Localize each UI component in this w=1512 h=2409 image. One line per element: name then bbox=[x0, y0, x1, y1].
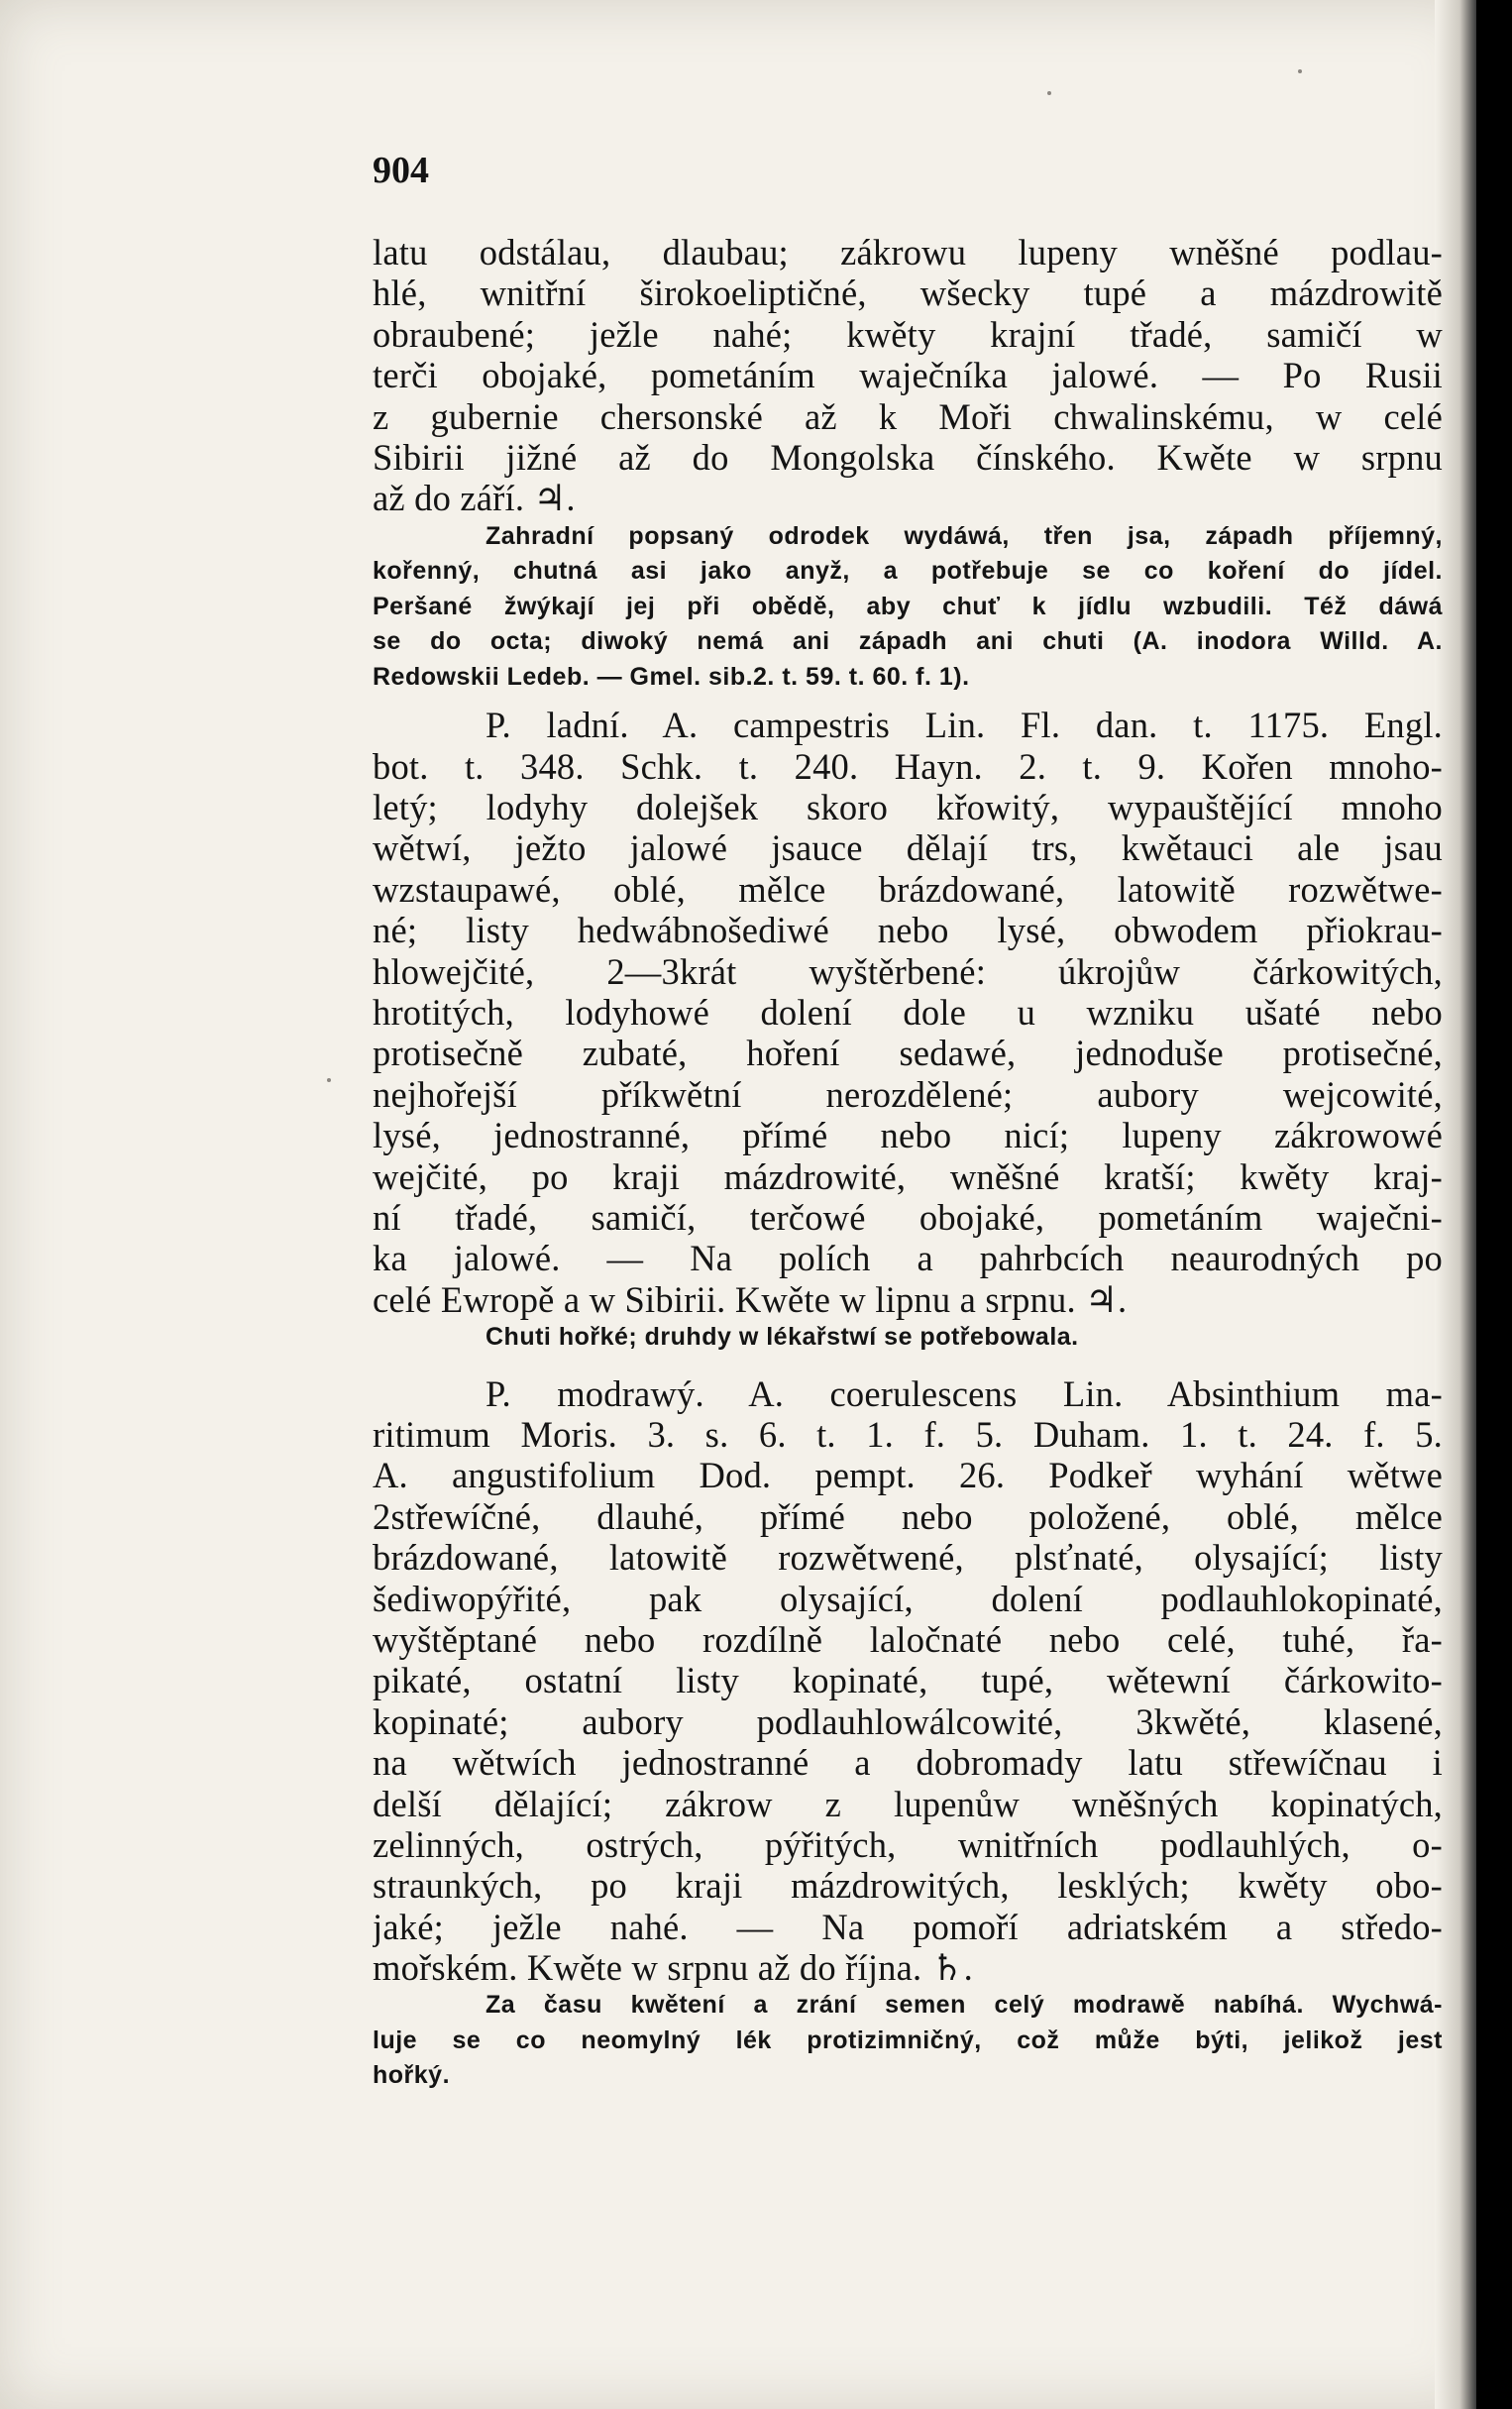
text-line: 2střewíčné, dlauhé, přímé nebo položené, oblé, mělce bbox=[373, 1495, 1443, 1537]
note-line: kořenný, chutná asi jako anyž, a potřebuje se co koření do jídel. bbox=[373, 557, 1443, 586]
text-line: protisečně zubaté, hoření sedawé, jednoduše protisečné, bbox=[373, 1033, 1443, 1074]
text-line: brázdowané, latowitě rozwětwené, plsťnaté, olysající; listy bbox=[373, 1537, 1443, 1579]
ink-speck bbox=[327, 1078, 331, 1082]
text-line: pikaté, ostatní listy kopinaté, tupé, wětewní čárkowito- bbox=[373, 1660, 1443, 1701]
text-line: straunkých, po kraji mázdrowitých, lesklých; kwěty obo- bbox=[373, 1865, 1443, 1907]
note-paragraph bbox=[373, 1320, 1443, 1356]
note-line: luje se co neomylný lék protizimničný, což může býti, jelikož jest bbox=[373, 2026, 1443, 2054]
text-line: wyštěptané nebo rozdílně laločnaté nebo celé, tuhé, řa- bbox=[373, 1618, 1443, 1660]
text-line: terči obojaké, pometáním waječníka jalowé. — Po Rusii bbox=[373, 355, 1443, 396]
text-line: bot. t. 348. Schk. t. 240. Hayn. 2. t. 9. Kořen mnoho- bbox=[373, 745, 1443, 787]
note-line: Chuti hořké; druhdy w lékařstwí se potřebowala. bbox=[486, 1323, 1079, 1352]
note-line: Zahradní popsaný odrodek wydáwá, třen jsa, západh příjemný, bbox=[486, 521, 1443, 550]
text-line: Sibirii jižné až do Mongolska čínského. Kwěte w srpnu bbox=[373, 436, 1443, 478]
text-line: mořském. Kwěte w srpnu až do října. ♄. bbox=[373, 1947, 973, 1989]
text-line: ní třadé, samičí, terčowé obojaké, pometáním waječni- bbox=[373, 1196, 1443, 1238]
text-line: šediwopýřité, pak olysající, dolení podlauhlokopinaté, bbox=[373, 1578, 1443, 1619]
page-number: 904 bbox=[373, 150, 429, 191]
text-line: zelinných, ostrých, pýřitých, wnitřních podlauhlých, o- bbox=[373, 1823, 1443, 1865]
note-paragraph bbox=[373, 519, 1443, 696]
text-line: obraubené; ježle nahé; kwěty krajní třadé, samičí w bbox=[373, 313, 1443, 355]
note-line: Za času kwětení a zrání semen celý modrawě nabíhá. Wychwá- bbox=[486, 1991, 1443, 2020]
text-line: nejhořejší příkwětní nerozdělené; aubory wejcowité, bbox=[373, 1073, 1443, 1115]
text-line: až do září. ♃. bbox=[373, 478, 576, 519]
text-line: delší dělající; zákrow z lupenůw wněšných kopinatých, bbox=[373, 1783, 1443, 1824]
text-line: hlowejčité, 2—3krát wyštěrbené: úkrojůw čárkowitých, bbox=[373, 950, 1443, 992]
text-line: letý; lodyhy dolejšek skoro křowitý, wypauštějící mnoho bbox=[373, 787, 1443, 828]
text-line: wětwí, ježto jalowé jsauce dělají trs, kwětauci ale jsau bbox=[373, 827, 1443, 869]
text-line: A. angustifolium Dod. pempt. 26. Podkeř wyhání wětwe bbox=[373, 1455, 1443, 1496]
note-line: se do octa; diwoký nemá ani západh ani chuti (A. inodora Willd. A. bbox=[373, 627, 1443, 656]
ink-speck bbox=[1298, 69, 1302, 73]
text-line: wzstaupawé, oblé, mělce brázdowané, latowitě rozwětwe- bbox=[373, 868, 1443, 910]
ink-speck bbox=[1047, 91, 1051, 95]
text-line: z gubernie chersonské až k Moři chwalinskému, w celé bbox=[373, 395, 1443, 437]
text-line: wejčité, po kraji mázdrowité, wněšné kratší; kwěty kraj- bbox=[373, 1155, 1443, 1197]
species-entry-coerulescens bbox=[373, 1373, 1443, 1989]
note-paragraph bbox=[373, 1988, 1443, 2094]
text-line: P. ladní. A. campestris Lin. Fl. dan. t. 1175. Engl. bbox=[486, 705, 1443, 746]
note-line: Peršané žwýkají jej při obědě, aby chuť k jídlu wzbudili. Též dáwá bbox=[373, 592, 1443, 620]
note-line: Redowskii Ledeb. — Gmel. sib.2. t. 59. t. 60. f. 1). bbox=[373, 662, 970, 691]
note-line: hořký. bbox=[373, 2061, 451, 2090]
text-line: celé Ewropě a w Sibirii. Kwěte w lipnu a srpnu. ♃. bbox=[373, 1278, 1128, 1320]
species-entry-campestris bbox=[373, 705, 1443, 1320]
text-line: hlé, wnitřní širokoeliptičné, wšecky tupé a mázdrowitě bbox=[373, 273, 1443, 314]
text-line: hrotitých, lodyhowé dolení dole u wzniku ušaté nebo bbox=[373, 991, 1443, 1033]
text-line: P. modrawý. A. coerulescens Lin. Absinthium ma- bbox=[486, 1372, 1443, 1414]
text-line: latu odstálau, dlaubau; zákrowu lupeny wněšné podlau- bbox=[373, 232, 1443, 273]
text-line: ka jalowé. — Na polích a pahrbcích neaurodných po bbox=[373, 1238, 1443, 1279]
text-line: ritimum Moris. 3. s. 6. t. 1. f. 5. Duham. 1. t. 24. f. 5. bbox=[373, 1413, 1443, 1455]
paragraph-continuation bbox=[373, 232, 1443, 519]
text-line: kopinaté; aubory podlauhlowálcowité, 3kwěté, klasené, bbox=[373, 1700, 1443, 1742]
text-line: lysé, jednostranné, přímé nebo nicí; lupeny zákrowowé bbox=[373, 1115, 1443, 1156]
page-text bbox=[373, 149, 1443, 2094]
text-line: jaké; ježle nahé. — Na pomoří adriatském a středo- bbox=[373, 1906, 1443, 1947]
text-line: né; listy hedwábnošediwé nebo lysé, obwodem přiokrau- bbox=[373, 910, 1443, 951]
text-line: na wětwích jednostranné a dobromady latu střewíčnau i bbox=[373, 1742, 1443, 1784]
